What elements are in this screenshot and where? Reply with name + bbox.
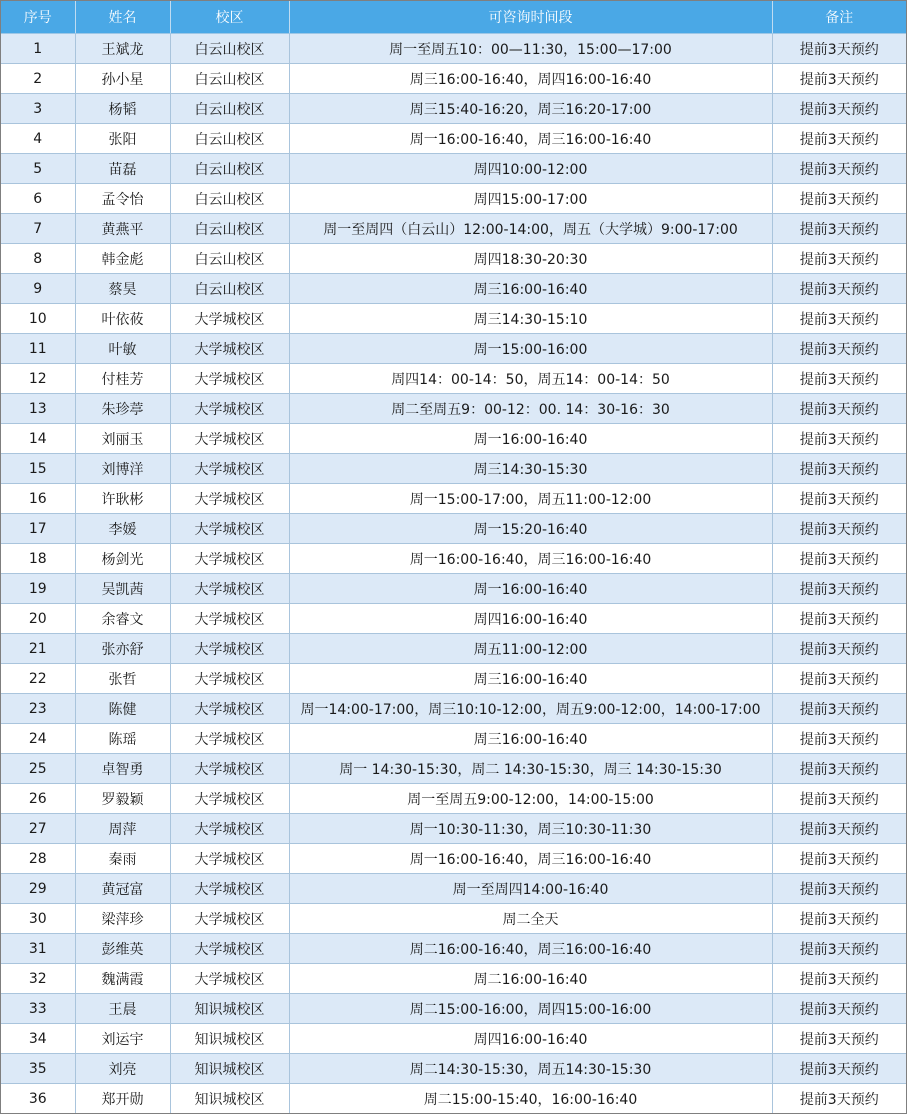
cell-campus: 白云山校区 (170, 94, 289, 124)
cell-note: 提前3天预约 (772, 484, 906, 514)
cell-time: 周三14:30-15:30 (289, 454, 772, 484)
table-row (1, 124, 906, 154)
cell-campus: 大学城校区 (170, 754, 289, 784)
cell-time: 周一16:00-16:40 (289, 424, 772, 454)
cell-name: 朱珍葶 (75, 394, 170, 424)
cell-name: 付桂芳 (75, 364, 170, 394)
cell-time: 周一14:00-17:00，周三10:10-12:00，周五9:00-12:00，14:00-17:00 (289, 694, 772, 724)
cell-name: 叶敏 (75, 334, 170, 364)
cell-name: 吴凯茜 (75, 574, 170, 604)
cell-note: 提前3天预约 (772, 784, 906, 814)
header-campus: 校区 (170, 1, 289, 34)
table-row (1, 904, 906, 934)
table-row (1, 964, 906, 994)
cell-note: 提前3天预约 (772, 64, 906, 94)
table-row (1, 934, 906, 964)
table-row (1, 634, 906, 664)
cell-time: 周二15:00-16:00，周四15:00-16:00 (289, 994, 772, 1024)
cell-campus: 大学城校区 (170, 934, 289, 964)
cell-name: 杨剑光 (75, 544, 170, 574)
cell-note: 提前3天预约 (772, 94, 906, 124)
cell-time: 周三15:40-16:20，周三16:20-17:00 (289, 94, 772, 124)
cell-time: 周三16:00-16:40 (289, 724, 772, 754)
cell-note: 提前3天预约 (772, 364, 906, 394)
cell-campus: 大学城校区 (170, 544, 289, 574)
cell-note: 提前3天预约 (772, 694, 906, 724)
header-index: 序号 (1, 1, 75, 34)
cell-index: 29 (1, 874, 75, 904)
cell-note: 提前3天预约 (772, 214, 906, 244)
cell-campus: 大学城校区 (170, 364, 289, 394)
cell-note: 提前3天预约 (772, 664, 906, 694)
cell-name: 李媛 (75, 514, 170, 544)
table-row (1, 994, 906, 1024)
cell-name: 王斌龙 (75, 34, 170, 64)
cell-name: 孙小星 (75, 64, 170, 94)
cell-index: 33 (1, 994, 75, 1024)
table-row (1, 154, 906, 184)
table-row (1, 424, 906, 454)
cell-name: 罗毅颖 (75, 784, 170, 814)
table-row (1, 94, 906, 124)
cell-name: 陈瑶 (75, 724, 170, 754)
cell-name: 周萍 (75, 814, 170, 844)
table-row (1, 214, 906, 244)
cell-index: 10 (1, 304, 75, 334)
cell-name: 余睿文 (75, 604, 170, 634)
cell-time: 周五11:00-12:00 (289, 634, 772, 664)
cell-campus: 大学城校区 (170, 874, 289, 904)
cell-note: 提前3天预约 (772, 244, 906, 274)
cell-campus: 大学城校区 (170, 904, 289, 934)
table-row (1, 1024, 906, 1054)
table-row (1, 34, 906, 64)
cell-time: 周三16:00-16:40 (289, 274, 772, 304)
cell-time: 周二16:00-16:40 (289, 964, 772, 994)
cell-time: 周一 14:30-15:30，周二 14:30-15:30，周三 14:30-15:30 (289, 754, 772, 784)
table-header (1, 1, 906, 34)
table-row (1, 724, 906, 754)
cell-campus: 大学城校区 (170, 784, 289, 814)
cell-name: 孟令怡 (75, 184, 170, 214)
cell-time: 周一至周五9:00-12:00，14:00-15:00 (289, 784, 772, 814)
cell-campus: 大学城校区 (170, 724, 289, 754)
cell-time: 周二14:30-15:30，周五14:30-15:30 (289, 1054, 772, 1084)
cell-time: 周三14:30-15:10 (289, 304, 772, 334)
cell-index: 35 (1, 1054, 75, 1084)
cell-name: 刘亮 (75, 1054, 170, 1084)
cell-name: 张阳 (75, 124, 170, 154)
cell-note: 提前3天预约 (772, 154, 906, 184)
cell-campus: 大学城校区 (170, 334, 289, 364)
cell-campus: 大学城校区 (170, 964, 289, 994)
table-row (1, 64, 906, 94)
cell-note: 提前3天预约 (772, 334, 906, 364)
cell-note: 提前3天预约 (772, 934, 906, 964)
cell-index: 31 (1, 934, 75, 964)
cell-campus: 大学城校区 (170, 304, 289, 334)
cell-time: 周四18:30-20:30 (289, 244, 772, 274)
cell-name: 叶依莜 (75, 304, 170, 334)
cell-time: 周一15:20-16:40 (289, 514, 772, 544)
cell-index: 18 (1, 544, 75, 574)
cell-index: 24 (1, 724, 75, 754)
table-row (1, 304, 906, 334)
table-row (1, 484, 906, 514)
cell-index: 16 (1, 484, 75, 514)
cell-campus: 白云山校区 (170, 184, 289, 214)
cell-time: 周四15:00-17:00 (289, 184, 772, 214)
cell-note: 提前3天预约 (772, 814, 906, 844)
table-row (1, 1054, 906, 1084)
cell-campus: 大学城校区 (170, 574, 289, 604)
cell-note: 提前3天预约 (772, 454, 906, 484)
cell-index: 22 (1, 664, 75, 694)
cell-note: 提前3天预约 (772, 604, 906, 634)
cell-time: 周一15:00-17:00，周五11:00-12:00 (289, 484, 772, 514)
cell-index: 13 (1, 394, 75, 424)
cell-campus: 白云山校区 (170, 34, 289, 64)
table-row (1, 454, 906, 484)
cell-note: 提前3天预约 (772, 844, 906, 874)
cell-campus: 大学城校区 (170, 394, 289, 424)
cell-index: 21 (1, 634, 75, 664)
table-row (1, 274, 906, 304)
cell-time: 周二16:00-16:40，周三16:00-16:40 (289, 934, 772, 964)
cell-campus: 大学城校区 (170, 484, 289, 514)
cell-index: 36 (1, 1084, 75, 1114)
cell-index: 11 (1, 334, 75, 364)
cell-campus: 白云山校区 (170, 274, 289, 304)
table-row (1, 244, 906, 274)
cell-time: 周三16:00-16:40，周四16:00-16:40 (289, 64, 772, 94)
cell-time: 周一至周四14:00-16:40 (289, 874, 772, 904)
cell-index: 27 (1, 814, 75, 844)
cell-time: 周四14：00-14：50，周五14：00-14：50 (289, 364, 772, 394)
cell-time: 周二至周五9：00-12：00. 14：30-16：30 (289, 394, 772, 424)
cell-name: 魏满霞 (75, 964, 170, 994)
cell-note: 提前3天预约 (772, 754, 906, 784)
table-row (1, 604, 906, 634)
cell-time: 周一16:00-16:40，周三16:00-16:40 (289, 844, 772, 874)
cell-name: 黄燕平 (75, 214, 170, 244)
cell-name: 许耿彬 (75, 484, 170, 514)
cell-note: 提前3天预约 (772, 184, 906, 214)
cell-note: 提前3天预约 (772, 634, 906, 664)
cell-index: 6 (1, 184, 75, 214)
cell-time: 周四16:00-16:40 (289, 1024, 772, 1054)
cell-note: 提前3天预约 (772, 124, 906, 154)
cell-note: 提前3天预约 (772, 394, 906, 424)
cell-note: 提前3天预约 (772, 1084, 906, 1114)
cell-campus: 知识城校区 (170, 1054, 289, 1084)
cell-name: 陈健 (75, 694, 170, 724)
cell-note: 提前3天预约 (772, 424, 906, 454)
table-row (1, 754, 906, 784)
cell-name: 梁萍珍 (75, 904, 170, 934)
table-row (1, 394, 906, 424)
cell-note: 提前3天预约 (772, 1054, 906, 1084)
cell-name: 王晨 (75, 994, 170, 1024)
table-row (1, 694, 906, 724)
header-name: 姓名 (75, 1, 170, 34)
cell-name: 张亦舒 (75, 634, 170, 664)
table-row (1, 574, 906, 604)
cell-note: 提前3天预约 (772, 1024, 906, 1054)
cell-time: 周一至周五10：00—11:30，15:00—17:00 (289, 34, 772, 64)
cell-campus: 知识城校区 (170, 1084, 289, 1114)
cell-index: 32 (1, 964, 75, 994)
table-row (1, 334, 906, 364)
cell-note: 提前3天预约 (772, 544, 906, 574)
header-note: 备注 (772, 1, 906, 34)
table-row (1, 184, 906, 214)
cell-index: 12 (1, 364, 75, 394)
cell-campus: 大学城校区 (170, 604, 289, 634)
cell-note: 提前3天预约 (772, 874, 906, 904)
cell-note: 提前3天预约 (772, 964, 906, 994)
cell-time: 周一10:30-11:30，周三10:30-11:30 (289, 814, 772, 844)
cell-time: 周二全天 (289, 904, 772, 934)
cell-index: 25 (1, 754, 75, 784)
cell-name: 秦雨 (75, 844, 170, 874)
table-row (1, 664, 906, 694)
cell-index: 14 (1, 424, 75, 454)
cell-note: 提前3天预约 (772, 904, 906, 934)
cell-name: 苗磊 (75, 154, 170, 184)
cell-campus: 大学城校区 (170, 424, 289, 454)
cell-time: 周一15:00-16:00 (289, 334, 772, 364)
header-row (1, 1, 906, 34)
cell-index: 15 (1, 454, 75, 484)
schedule-table (1, 1, 906, 1114)
cell-name: 刘运宇 (75, 1024, 170, 1054)
cell-index: 2 (1, 64, 75, 94)
cell-campus: 知识城校区 (170, 994, 289, 1024)
table-row (1, 874, 906, 904)
cell-campus: 大学城校区 (170, 844, 289, 874)
cell-index: 3 (1, 94, 75, 124)
cell-time: 周一16:00-16:40 (289, 574, 772, 604)
cell-note: 提前3天预约 (772, 514, 906, 544)
table-row (1, 364, 906, 394)
table-body (1, 34, 906, 1114)
cell-name: 卓智勇 (75, 754, 170, 784)
table-row (1, 844, 906, 874)
cell-time: 周三16:00-16:40 (289, 664, 772, 694)
table-row (1, 784, 906, 814)
cell-campus: 大学城校区 (170, 634, 289, 664)
cell-index: 19 (1, 574, 75, 604)
cell-note: 提前3天预约 (772, 724, 906, 754)
cell-name: 张哲 (75, 664, 170, 694)
cell-name: 蔡昊 (75, 274, 170, 304)
cell-name: 黄冠富 (75, 874, 170, 904)
cell-note: 提前3天预约 (772, 574, 906, 604)
cell-index: 23 (1, 694, 75, 724)
cell-name: 彭维英 (75, 934, 170, 964)
cell-campus: 大学城校区 (170, 514, 289, 544)
cell-index: 9 (1, 274, 75, 304)
cell-campus: 大学城校区 (170, 454, 289, 484)
cell-name: 韩金彪 (75, 244, 170, 274)
cell-index: 17 (1, 514, 75, 544)
cell-index: 5 (1, 154, 75, 184)
cell-index: 34 (1, 1024, 75, 1054)
cell-campus: 白云山校区 (170, 214, 289, 244)
cell-campus: 白云山校区 (170, 124, 289, 154)
cell-campus: 知识城校区 (170, 1024, 289, 1054)
cell-name: 杨韬 (75, 94, 170, 124)
cell-note: 提前3天预约 (772, 274, 906, 304)
cell-campus: 白云山校区 (170, 154, 289, 184)
header-time: 可咨询时间段 (289, 1, 772, 34)
cell-name: 刘丽玉 (75, 424, 170, 454)
cell-note: 提前3天预约 (772, 304, 906, 334)
cell-campus: 白云山校区 (170, 64, 289, 94)
cell-time: 周一16:00-16:40，周三16:00-16:40 (289, 124, 772, 154)
cell-time: 周四10:00-12:00 (289, 154, 772, 184)
cell-note: 提前3天预约 (772, 34, 906, 64)
cell-campus: 白云山校区 (170, 244, 289, 274)
cell-index: 20 (1, 604, 75, 634)
cell-index: 30 (1, 904, 75, 934)
table-row (1, 514, 906, 544)
cell-index: 1 (1, 34, 75, 64)
table-row (1, 814, 906, 844)
table-row (1, 1084, 906, 1114)
cell-index: 28 (1, 844, 75, 874)
cell-time: 周一16:00-16:40，周三16:00-16:40 (289, 544, 772, 574)
cell-campus: 大学城校区 (170, 694, 289, 724)
table-row (1, 544, 906, 574)
cell-name: 郑开勋 (75, 1084, 170, 1114)
cell-index: 4 (1, 124, 75, 154)
cell-index: 8 (1, 244, 75, 274)
cell-note: 提前3天预约 (772, 994, 906, 1024)
cell-campus: 大学城校区 (170, 814, 289, 844)
cell-index: 7 (1, 214, 75, 244)
cell-name: 刘博洋 (75, 454, 170, 484)
cell-time: 周一至周四（白云山）12:00-14:00，周五（大学城）9:00-17:00 (289, 214, 772, 244)
cell-time: 周四16:00-16:40 (289, 604, 772, 634)
cell-campus: 大学城校区 (170, 664, 289, 694)
cell-time: 周二15:00-15:40，16:00-16:40 (289, 1084, 772, 1114)
cell-index: 26 (1, 784, 75, 814)
